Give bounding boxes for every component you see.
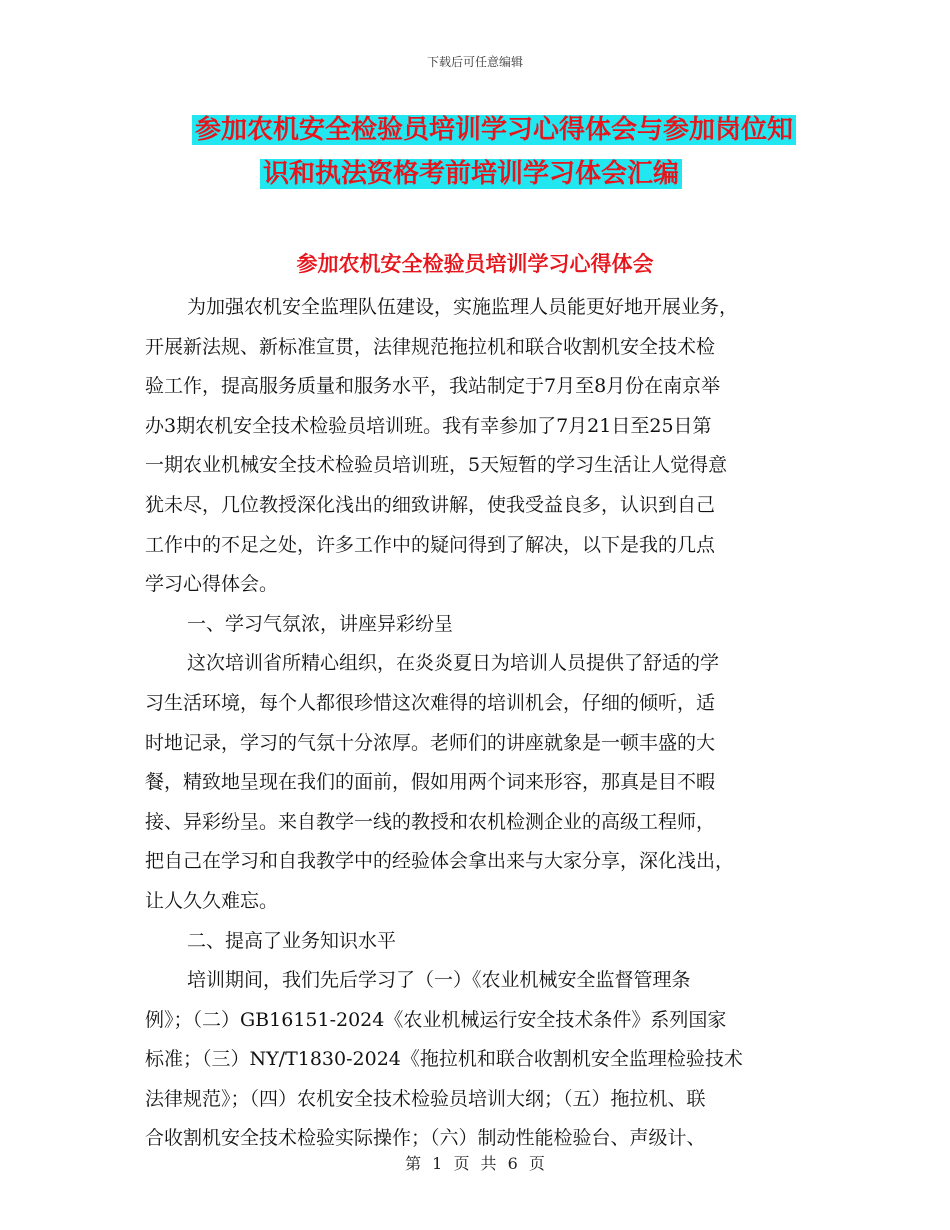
- body-line: 学习心得体会。: [145, 573, 279, 596]
- body-line: 培训期间，我们先后学习了（一）《农业机械安全监督管理条: [187, 969, 691, 992]
- document-title-line-1: 参加农机安全检验员培训学习心得体会与参加岗位知: [0, 108, 950, 152]
- subheading: 一、学习气氛浓，讲座异彩纷呈: [187, 612, 454, 635]
- body-line: 法律规范》；（四）农机安全技术检验员培训大纲；（五）拖拉机、联: [145, 1087, 706, 1110]
- body-line: 一期农业机械安全技术检验员培训班，5天短暂的学习生活让人觉得意: [145, 454, 728, 477]
- body-line: 例》；（二）GB16151-2024《农业机械运行安全技术条件》系列国家: [145, 1008, 727, 1031]
- body-line: 接、异彩纷呈。来自教学一线的教授和农机检测企业的高级工程师，: [145, 810, 716, 833]
- document-title-line-2: 识和执法资格考前培训学习体会汇编: [0, 152, 950, 196]
- subheading: 二、提高了业务知识水平: [187, 929, 397, 952]
- body-line: 工作中的不足之处，许多工作中的疑问得到了解决，以下是我的几点: [145, 533, 716, 556]
- body-line: 标准；（三）NY/T1830-2024《拖拉机和联合收割机安全监理检验技术: [145, 1048, 743, 1071]
- document-title: [0, 108, 950, 196]
- body-line: 合收割机安全技术检验实际操作；（六）制动性能检验台、声级计、: [145, 1127, 706, 1150]
- body-line: 这次培训省所精心组织，在炎炎夏日为培训人员提供了舒适的学: [187, 652, 720, 675]
- body-text: [145, 288, 813, 1159]
- page-footer: 第 1 页 共 6 页: [405, 1154, 545, 1173]
- body-line: 让人久久难忘。: [145, 889, 279, 912]
- body-line: 办3期农机安全技术检验员培训班。我有幸参加了7月21日至25日第: [145, 414, 712, 437]
- body-line: 餐，精致地呈现在我们的面前，假如用两个词来形容，那真是目不暇: [145, 771, 716, 794]
- body-line: 时地记录，学习的气氛十分浓厚。老师们的讲座就象是一顿丰盛的大: [145, 731, 716, 754]
- body-line: 为加强农机安全监理队伍建设，实施监理人员能更好地开展业务，: [187, 296, 739, 318]
- body-line: 习生活环境，每个人都很珍惜这次难得的培训机会，仔细的倾听，适: [145, 691, 716, 714]
- body-line: 把自己在学习和自我教学中的经验体会拿出来与大家分享，深化浅出，: [145, 850, 735, 873]
- body-line: 验工作，提高服务质量和服务水平，我站制定于7月至8月份在南京举: [145, 375, 721, 398]
- page-header: 下载后可任意编辑: [426, 55, 523, 69]
- section-title: 参加农机安全检验员培训学习心得体会: [296, 252, 654, 276]
- body-line: 开展新法规、新标准宣贯，法律规范拖拉机和联合收割机安全技术检: [145, 335, 716, 358]
- body-line: 犹未尽，几位教授深化浅出的细致讲解，使我受益良多，认识到自己: [145, 493, 716, 516]
